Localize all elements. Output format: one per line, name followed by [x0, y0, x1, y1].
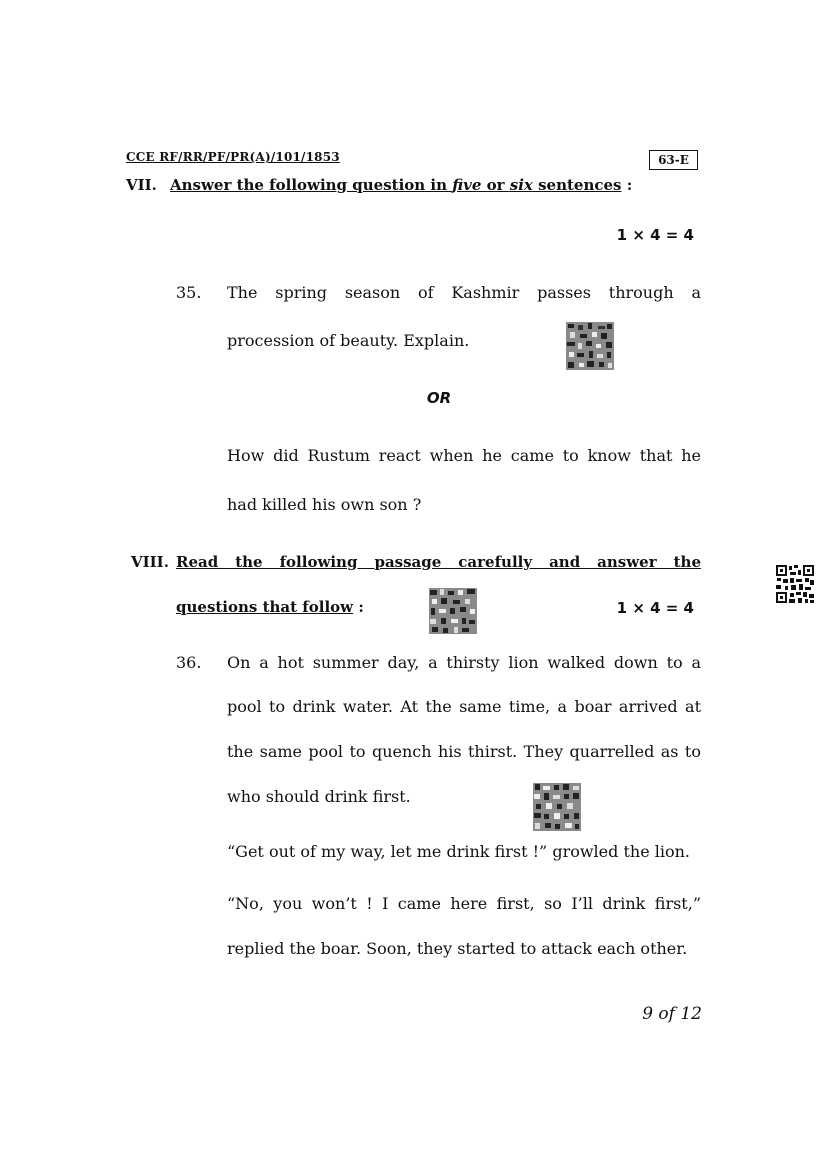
- or-separator: OR: [426, 389, 452, 407]
- page-number: 9 of 12: [642, 1004, 702, 1024]
- section-7-colon: :: [626, 176, 633, 194]
- passage-line-2: pool to drink water. At the same time, a boar arrived at: [227, 697, 701, 716]
- qr-code-icon: [429, 588, 477, 634]
- section-7-title-five: five: [452, 176, 482, 194]
- passage-line-1: On a hot summer day, a thirsty lion walked down to a: [227, 653, 701, 672]
- section-8-number: VIII.: [131, 553, 169, 571]
- section-7-title-part-a: Answer the following question in: [170, 176, 453, 194]
- section-8-marks: 1 × 4 = 4: [616, 599, 694, 617]
- qr-code-icon: [775, 564, 815, 604]
- question-35-line-2: procession of beauty. Explain.: [227, 331, 470, 350]
- section-7-title-six: six: [509, 176, 533, 194]
- passage-line-4: who should drink first.: [227, 787, 411, 806]
- question-35-alt-line-1: How did Rustum react when he came to know that he: [227, 446, 701, 465]
- section-8-title-line-1: Read the following passage carefully and answer the: [176, 553, 701, 571]
- section-7-title: [170, 176, 632, 194]
- passage-line-6: “No, you won’t ! I came here first, so I’ll drink first,”: [227, 894, 701, 913]
- question-35-number: 35.: [176, 283, 202, 302]
- section-7-title-part-b: sentences: [532, 176, 622, 194]
- passage-line-7: replied the boar. Soon, they started to attack each other.: [227, 939, 688, 958]
- section-8-title-line-2: [176, 598, 364, 616]
- paper-code: CCE RF/RR/PF/PR(A)/101/1853: [126, 150, 340, 164]
- passage-line-3: the same pool to quench his thirst. They quarrelled as to: [227, 742, 701, 761]
- passage-line-5: “Get out of my way, let me drink first !” growled the lion.: [227, 842, 690, 861]
- question-35-alt-line-2: had killed his own son ?: [227, 495, 422, 514]
- section-7-title-or: or: [481, 176, 510, 194]
- qr-code-icon: [566, 322, 614, 370]
- section-8-title-line-2-text: questions that follow: [176, 598, 354, 616]
- paper-code-box: 63-E: [649, 150, 698, 170]
- section-7-marks: 1 × 4 = 4: [616, 226, 694, 244]
- section-7-number: VII.: [126, 176, 157, 194]
- section-8-colon: :: [358, 598, 364, 616]
- question-35-line-1: The spring season of Kashmir passes through a: [227, 283, 701, 302]
- question-36-number: 36.: [176, 653, 202, 672]
- qr-code-icon: [533, 783, 581, 831]
